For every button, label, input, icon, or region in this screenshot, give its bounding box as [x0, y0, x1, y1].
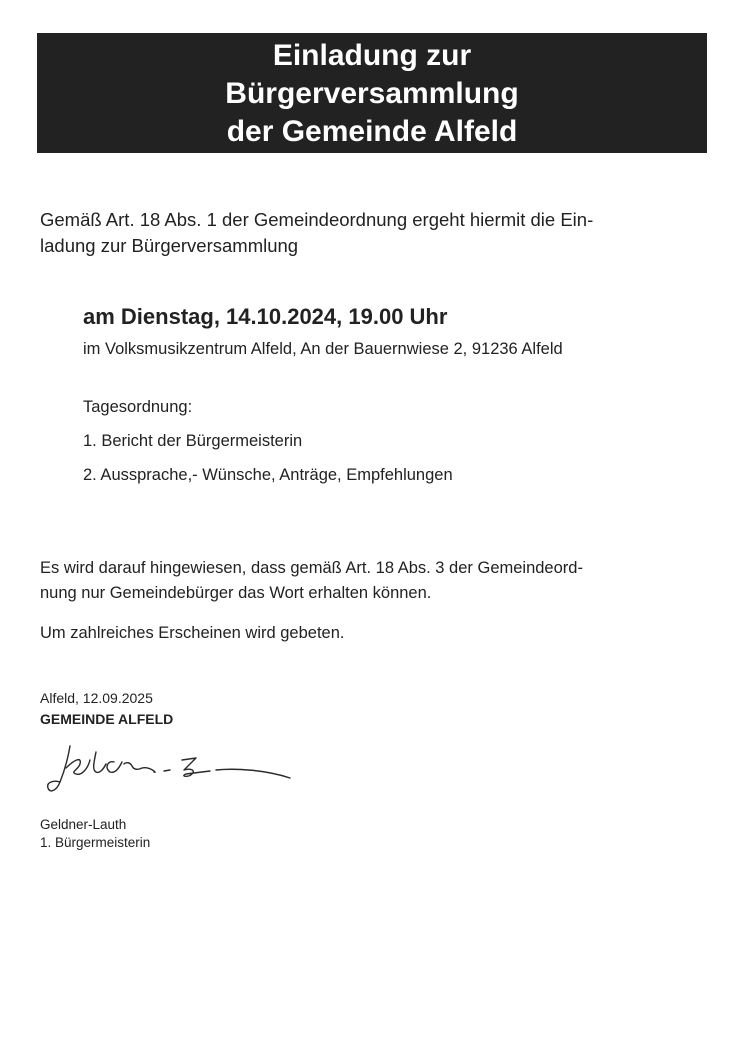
signer-name: Geldner-Lauth — [40, 817, 127, 832]
closing-remark: Um zahlreiches Erscheinen wird gebeten. — [40, 624, 345, 642]
signer-title: 1. Bürgermeisterin — [40, 835, 151, 850]
place-date: Alfeld, 12.09.2025 — [40, 690, 153, 706]
notice-line-1: Es wird darauf hingewiesen, dass gemäß Art. 18 Abs. 3 der Gemeindeord- — [40, 559, 583, 577]
title-line-3: der Gemeinde Alfeld — [226, 115, 518, 148]
intro-line-2: ladung zur Bürgerversammlung — [40, 235, 299, 256]
title-line-1: Einladung zur — [272, 39, 472, 72]
notice-paragraph — [40, 556, 583, 606]
title-line-2: Bürgerversammlung — [225, 77, 519, 110]
intro-paragraph — [40, 207, 710, 259]
event-date-time: am Dienstag, 14.10.2024, 19.00 Uhr — [83, 304, 448, 329]
agenda-item: 1. Bericht der Bürgermeisterin — [83, 432, 303, 450]
handwritten-signature — [40, 738, 300, 800]
agenda-item: 2. Aussprache,- Wünsche, Anträge, Empfehlungen — [83, 466, 453, 484]
agenda-heading: Tagesordnung: — [83, 398, 193, 416]
municipality-name: GEMEINDE ALFELD — [40, 711, 174, 727]
event-location: im Volksmusikzentrum Alfeld, An der Bauernwiese 2, 91236 Alfeld — [83, 340, 563, 358]
header-banner — [37, 33, 707, 153]
intro-line-1: Gemäß Art. 18 Abs. 1 der Gemeindeordnung ergeht hiermit die Ein- — [40, 209, 594, 230]
notice-line-2: nung nur Gemeindebürger das Wort erhalten können. — [40, 584, 432, 602]
